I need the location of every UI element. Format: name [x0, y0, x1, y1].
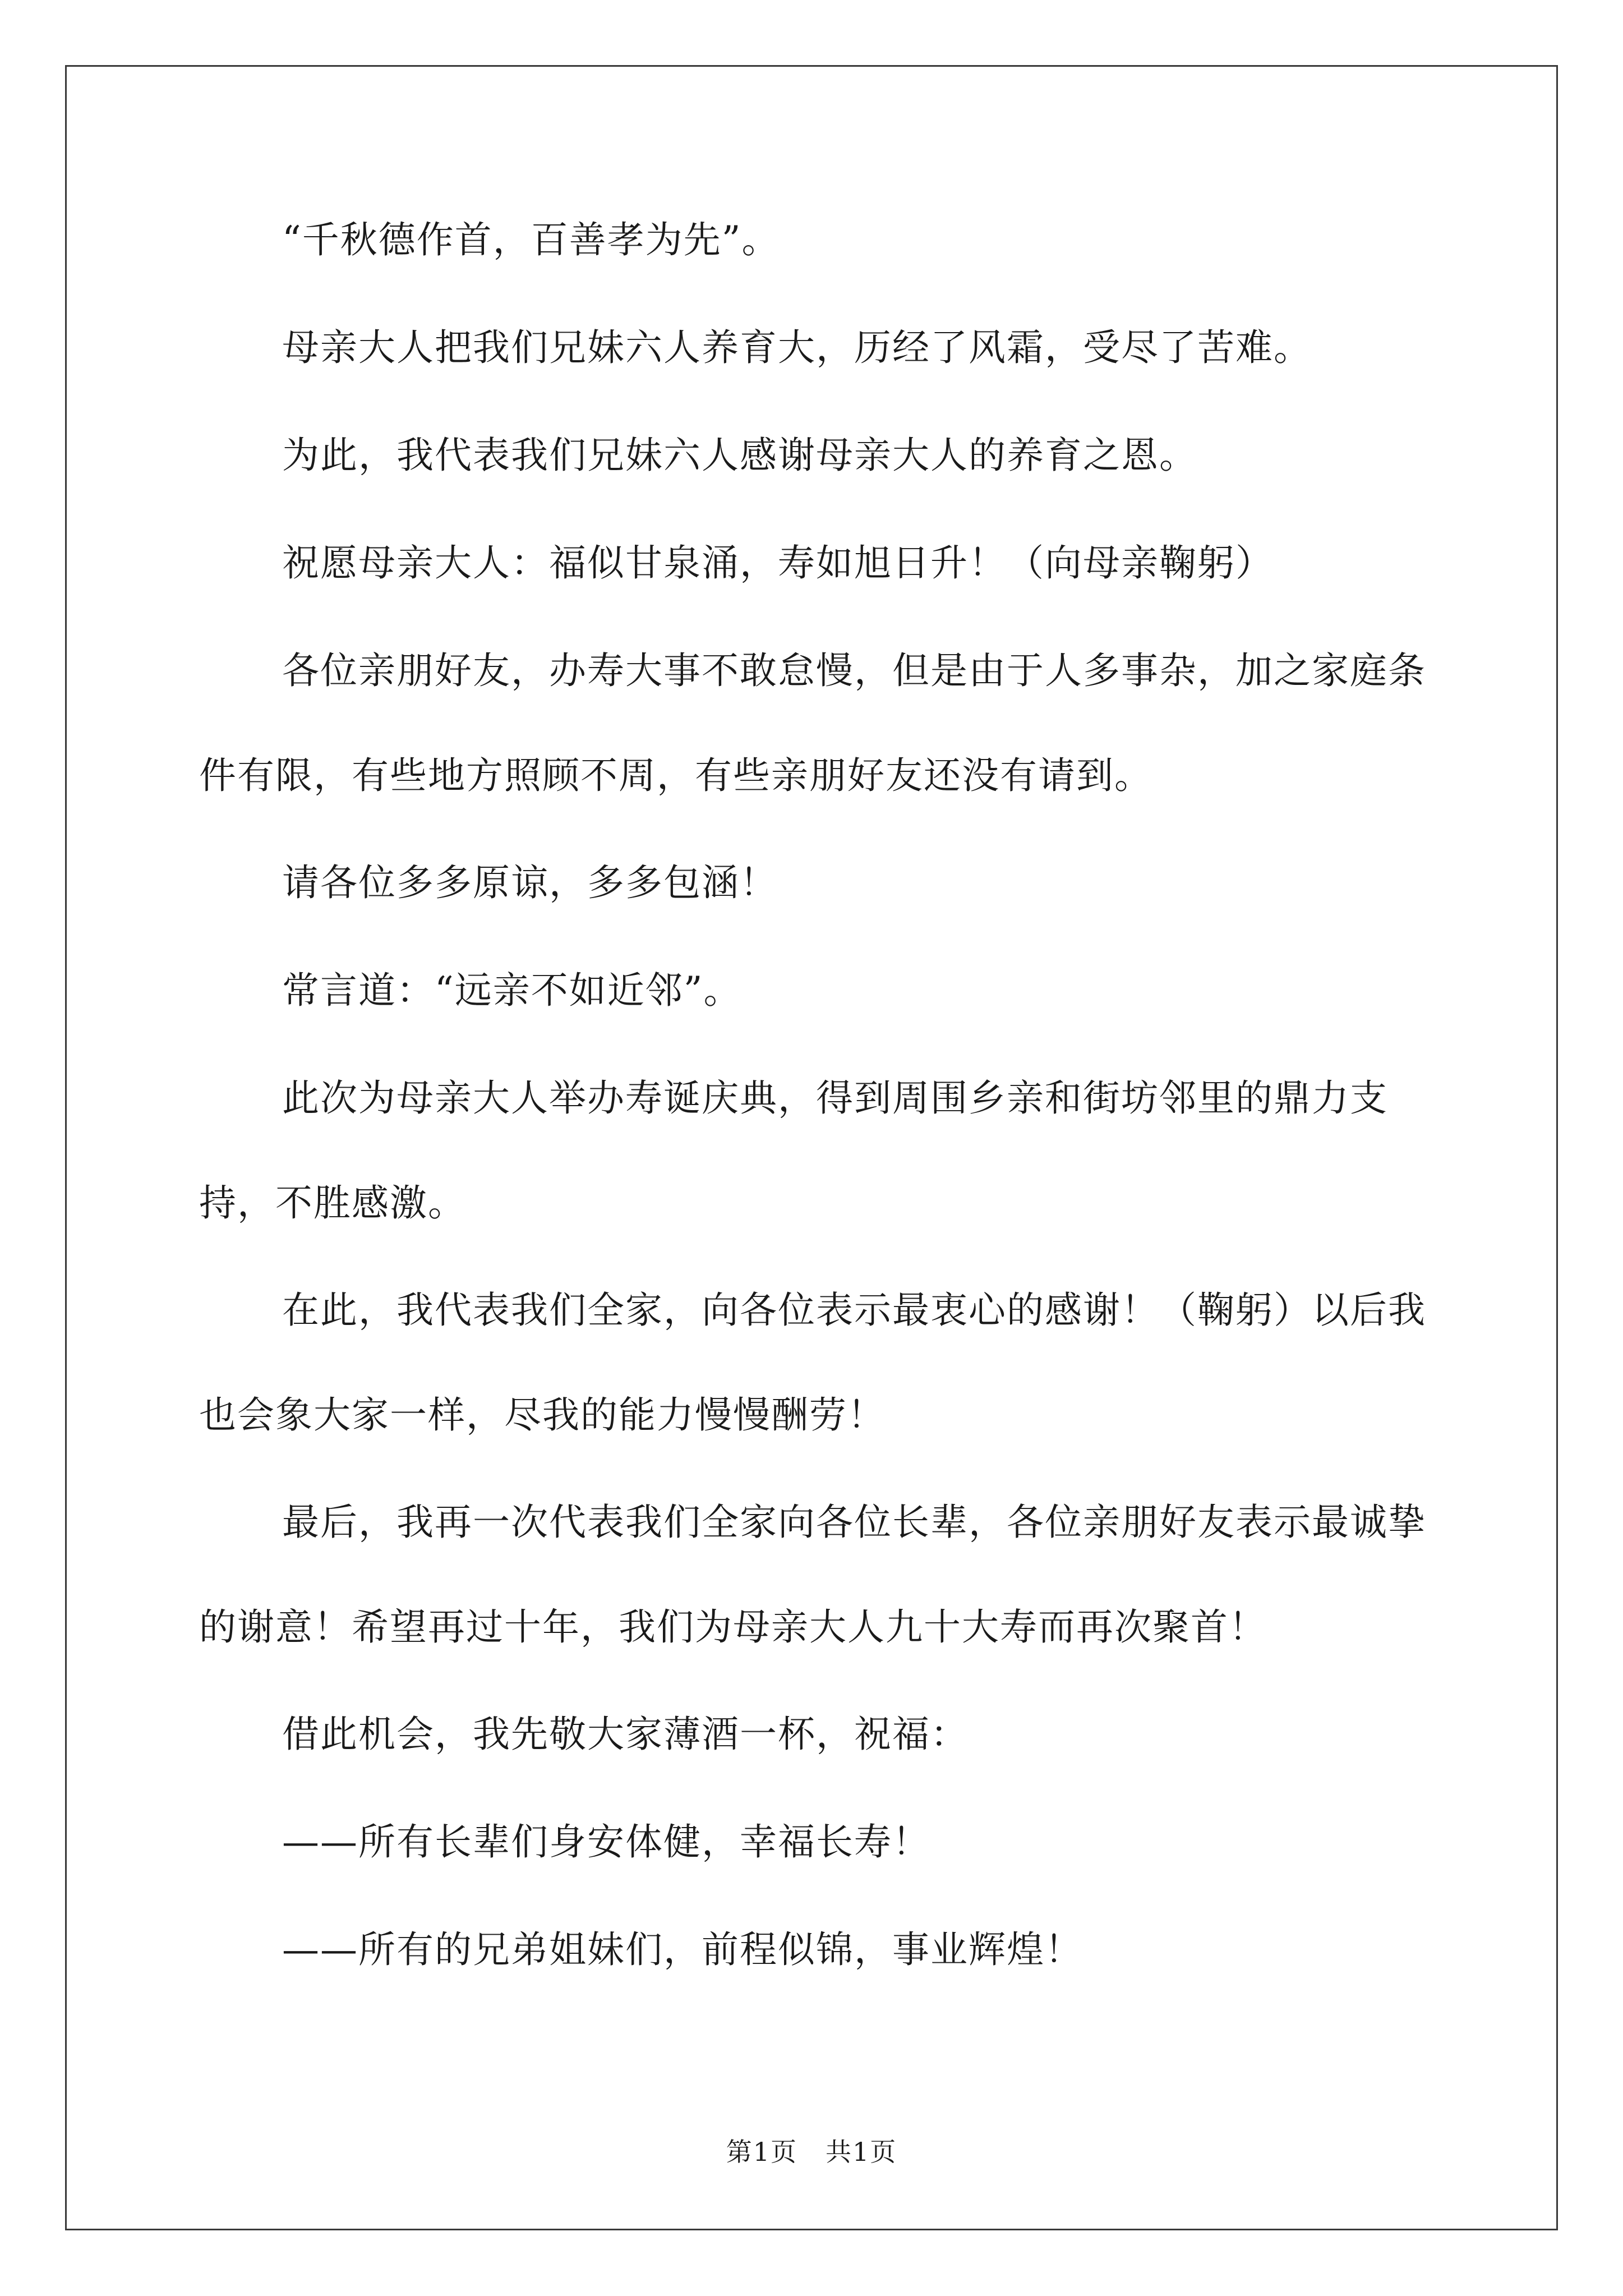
page-number-total: 共1页	[826, 2137, 897, 2167]
paragraph: “千秋德作首，百善孝为先”。	[282, 218, 780, 261]
paragraph: 母亲大人把我们兄妹六人养育大，历经了风霜，受尽了苦难。	[282, 326, 1312, 369]
paragraph: ——所有长辈们身安体健，幸福长寿！	[282, 1820, 930, 1864]
paragraph: 此次为母亲大人举办寿诞庆典，得到周围乡亲和街坊邻里的鼎力支持，不胜感激。	[199, 1076, 1388, 1225]
paragraph: 最后，我再一次代表我们全家向各位长辈，各位亲朋好友表示最诚挚的谢意！希望再过十年，我们为母亲大人九十大寿而再次聚首！	[199, 1501, 1426, 1649]
paragraph: 为此，我代表我们兄妹六人感谢母亲大人的养育之恩。	[282, 434, 1197, 477]
paragraph: 各位亲朋好友，办寿大事不敢怠慢，但是由于人多事杂，加之家庭条件有限，有些地方照顾不周，有些亲朋好友还没有请到。	[199, 649, 1426, 797]
document-body	[199, 213, 1433, 2031]
paragraph: 在此，我代表我们全家，向各位表示最衷心的感谢！（鞠躬）以后我也会象大家一样，尽我的能力慢慢酬劳！	[199, 1289, 1426, 1437]
paragraph: 祝愿母亲大人：福似甘泉涌，寿如旭日升！（向母亲鞠躬）	[282, 541, 1274, 585]
paragraph: 常言道：“远亲不如近邻”。	[282, 969, 742, 1012]
paragraph: ——所有的兄弟姐妹们，前程似锦，事业辉煌！	[282, 1928, 1083, 1971]
paragraph: 借此机会，我先敬大家薄酒一杯，祝福：	[282, 1713, 969, 1756]
page-number-current: 第1页	[726, 2137, 797, 2167]
paragraph: 请各位多多原谅，多多包涵！	[282, 861, 778, 904]
page-footer	[0, 2135, 1623, 2169]
